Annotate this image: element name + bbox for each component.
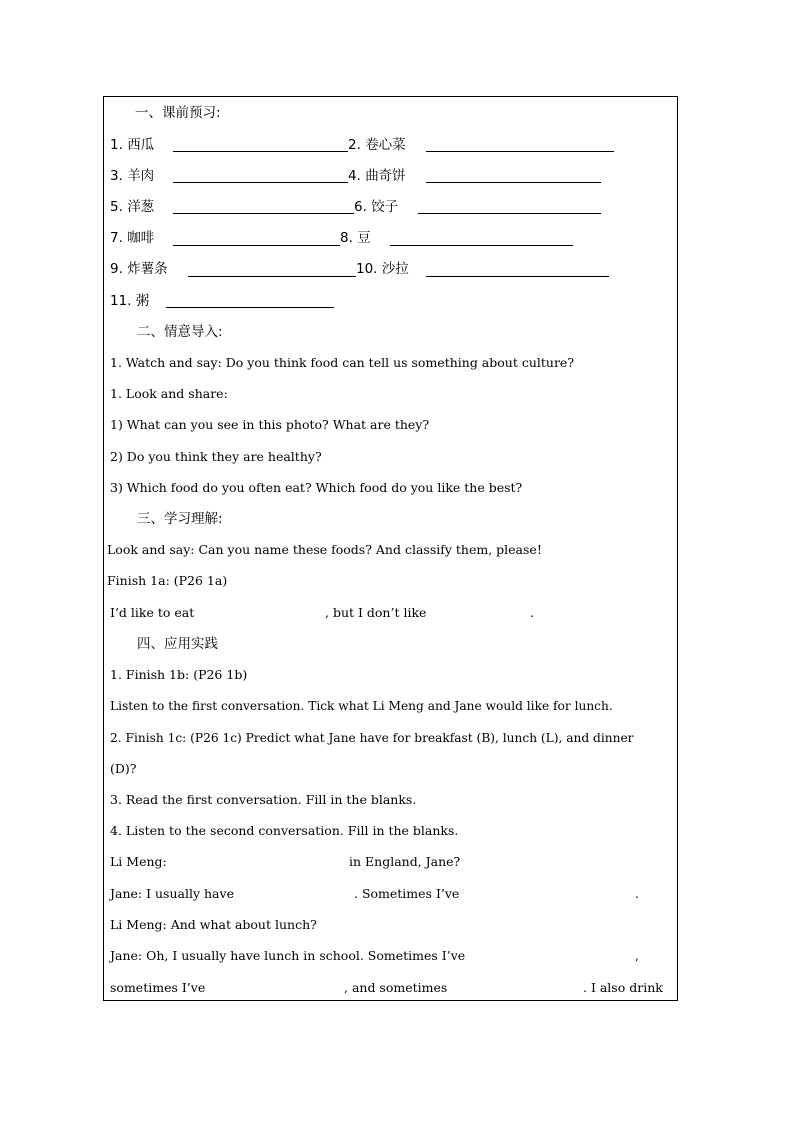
section-title-warmup: 二、情意导入: xyxy=(137,324,223,340)
section-title-practice: 四、应用实践 xyxy=(137,636,218,652)
answer-blank[interactable] xyxy=(426,182,601,183)
understanding-line-1: Look and say: Can you name these foods? And classify them, please! xyxy=(107,542,542,557)
vocab-item-7 xyxy=(110,230,154,246)
dialogue-jane-2: Jane: Oh, I usually have lunch in school. Sometimes I’ve xyxy=(110,948,466,963)
dialogue-li-meng-1-end: in England, Jane? xyxy=(349,854,461,869)
worksheet-table xyxy=(103,96,678,1001)
vocab-word: 豆 xyxy=(357,230,371,246)
understanding-line-2: Finish 1a: (P26 1a) xyxy=(107,573,228,588)
warmup-question-2: 2) Do you think they are healthy? xyxy=(110,449,322,464)
vocab-number: 4. xyxy=(348,168,361,184)
dialogue-jane-2-end: , xyxy=(635,948,639,963)
answer-blank[interactable] xyxy=(426,151,614,152)
warmup-line-2: 1. Look and share: xyxy=(110,386,228,401)
practice-line-6: 4. Listen to the second conversation. Fill in the blanks. xyxy=(110,823,459,838)
dialogue-jane-1: Jane: I usually have xyxy=(110,886,234,901)
answer-blank[interactable] xyxy=(188,276,356,277)
practice-line-3: 2. Finish 1c: (P26 1c) Predict what Jane have for breakfast (B), lunch (L), and dinner xyxy=(110,731,634,745)
vocab-item-11 xyxy=(110,293,149,309)
understanding-sentence-start: I’d like to eat xyxy=(110,605,195,620)
vocab-number: 11. xyxy=(110,293,132,309)
vocab-word: 曲奇饼 xyxy=(365,168,406,184)
vocab-item-2 xyxy=(348,137,406,153)
vocab-item-1 xyxy=(110,137,154,153)
practice-line-4: (D)? xyxy=(110,761,137,776)
answer-blank[interactable] xyxy=(173,213,354,214)
section-title-understanding: 三、学习理解: xyxy=(137,511,223,527)
vocab-word: 粥 xyxy=(135,293,150,309)
warmup-question-1: 1) What can you see in this photo? What are they? xyxy=(110,417,430,432)
vocab-item-6 xyxy=(354,199,398,215)
vocab-item-10 xyxy=(356,261,409,277)
answer-blank[interactable] xyxy=(173,245,340,246)
practice-line-1: 1. Finish 1b: (P26 1b) xyxy=(110,667,248,682)
understanding-sentence-end: . xyxy=(530,605,534,620)
warmup-line-1: 1. Watch and say: Do you think food can tell us something about culture? xyxy=(110,355,575,370)
vocab-number: 7. xyxy=(110,230,123,246)
vocab-number: 8. xyxy=(340,230,353,246)
answer-blank[interactable] xyxy=(418,213,601,214)
vocab-number: 1. xyxy=(110,137,123,153)
vocab-number: 10. xyxy=(356,261,378,277)
vocab-item-3 xyxy=(110,168,154,184)
vocab-number: 5. xyxy=(110,199,123,215)
vocab-item-8 xyxy=(340,230,371,246)
vocab-word: 炸薯条 xyxy=(127,261,168,277)
vocab-word: 咖啡 xyxy=(127,230,155,246)
dialogue-li-meng-1: Li Meng: xyxy=(110,854,167,869)
vocab-number: 3. xyxy=(110,168,123,184)
answer-blank[interactable] xyxy=(166,307,334,308)
vocab-word: 沙拉 xyxy=(381,261,409,277)
vocab-word: 饺子 xyxy=(371,199,399,215)
dialogue-jane-1-end: . xyxy=(635,886,639,901)
dialogue-li-meng-2: Li Meng: And what about lunch? xyxy=(110,917,317,932)
answer-blank[interactable] xyxy=(173,182,348,183)
practice-line-5: 3. Read the first conversation. Fill in the blanks. xyxy=(110,792,417,807)
understanding-sentence-mid: , but I don’t like xyxy=(325,605,427,620)
answer-blank[interactable] xyxy=(426,276,609,277)
dialogue-jane-3: sometimes I’ve xyxy=(110,980,206,995)
vocab-item-9 xyxy=(110,261,168,277)
practice-line-2: Listen to the first conversation. Tick what Li Meng and Jane would like for lunch. xyxy=(110,699,613,713)
vocab-number: 6. xyxy=(354,199,367,215)
dialogue-jane-3-mid: , and sometimes xyxy=(344,980,448,995)
dialogue-jane-3-end: . I also drink xyxy=(583,980,663,995)
answer-blank[interactable] xyxy=(173,151,348,152)
vocab-word: 羊肉 xyxy=(127,168,155,184)
dialogue-jane-1-mid: . Sometimes I’ve xyxy=(354,886,460,901)
answer-blank[interactable] xyxy=(390,245,573,246)
vocab-word: 洋葱 xyxy=(127,199,155,215)
section-title-preview: 一、课前预习: xyxy=(135,105,221,121)
vocab-item-5 xyxy=(110,199,154,215)
vocab-number: 9. xyxy=(110,261,123,277)
vocab-word: 西瓜 xyxy=(127,137,155,153)
vocab-number: 2. xyxy=(348,137,361,153)
warmup-question-3: 3) Which food do you often eat? Which food do you like the best? xyxy=(110,480,523,495)
vocab-item-4 xyxy=(348,168,406,184)
vocab-word: 卷心菜 xyxy=(365,137,406,153)
